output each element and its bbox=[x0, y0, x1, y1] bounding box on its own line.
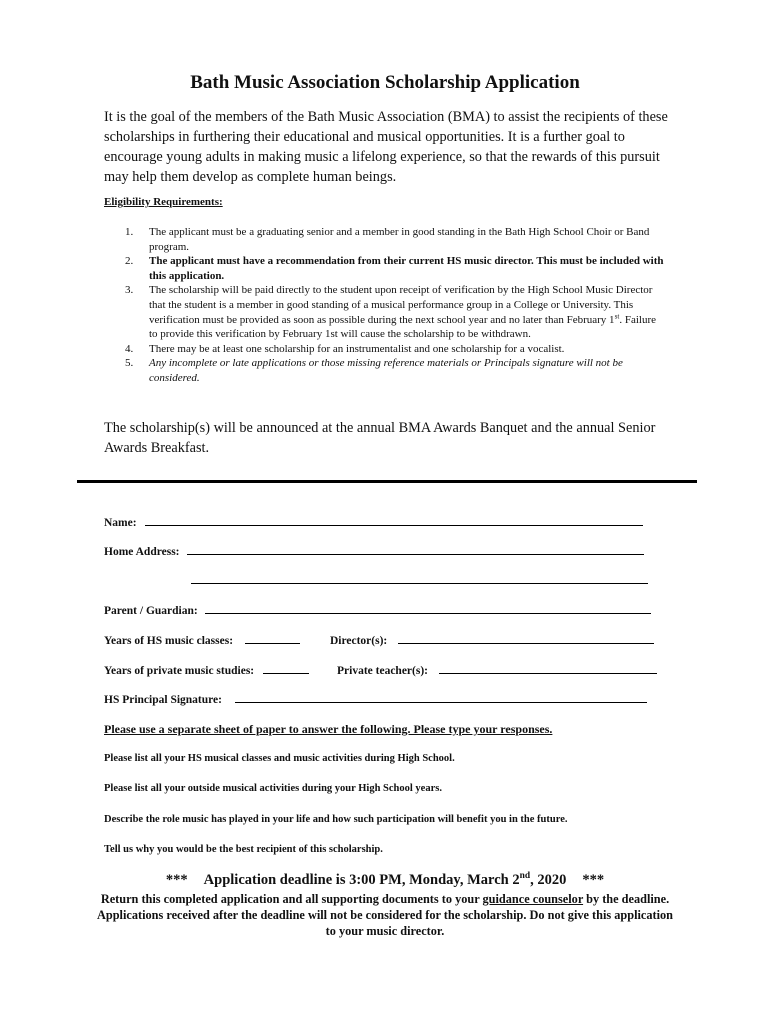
private-teachers-field bbox=[337, 662, 657, 677]
address-field-2 bbox=[191, 572, 648, 587]
directors-line[interactable] bbox=[398, 632, 654, 644]
guardian-line[interactable] bbox=[205, 602, 651, 614]
address-line-1[interactable] bbox=[187, 543, 644, 555]
eligibility-list bbox=[104, 225, 664, 386]
requirement-item: 1. The applicant must be a graduating senior and a member in good standing in the Bath High School Choir or Band program. bbox=[125, 226, 650, 253]
hs-years-line[interactable] bbox=[245, 632, 300, 644]
name-field bbox=[104, 514, 643, 529]
guardian-field bbox=[104, 602, 651, 617]
private-years-field bbox=[104, 662, 309, 677]
principal-signature-field bbox=[104, 691, 647, 706]
guidance-counselor-text: guidance counselor bbox=[482, 892, 584, 906]
address-label: Home Address: bbox=[104, 546, 180, 558]
requirement-item: 2. The applicant must have a recommendation from their current HS music director. This must be included with this application. bbox=[125, 255, 664, 282]
requirement-item: 4. There may be at least one scholarship for an instrumentalist and one scholarship for a vocalist. bbox=[125, 342, 565, 355]
question-item: Please list all your HS musical classes and music activities during High School. bbox=[104, 753, 455, 764]
section-divider bbox=[77, 480, 697, 483]
name-line[interactable] bbox=[145, 514, 643, 526]
instructions: Please use a separate sheet of paper to answer the following. Please type your responses. bbox=[104, 722, 553, 736]
private-teachers-line[interactable] bbox=[439, 662, 657, 674]
principal-signature-line[interactable] bbox=[235, 691, 647, 703]
name-label: Name: bbox=[104, 517, 137, 529]
question-item: Please list all your outside musical activities during your High School years. bbox=[104, 783, 442, 794]
private-years-line[interactable] bbox=[263, 662, 309, 674]
stars-left: *** bbox=[165, 872, 188, 888]
question-item: Tell us why you would be the best recipient of this scholarship. bbox=[104, 844, 383, 855]
page-title: Bath Music Association Scholarship Application bbox=[190, 72, 580, 93]
hs-years-label: Years of HS music classes: bbox=[104, 635, 234, 647]
address-line-2[interactable] bbox=[191, 572, 648, 584]
announcement-paragraph: The scholarship(s) will be announced at the annual BMA Awards Banquet and the annual Senior Awards Breakfast. bbox=[104, 420, 656, 456]
deadline-notice: *** Application deadline is 3:00 PM, Monday, March 2nd, 2020 *** bbox=[0, 872, 770, 889]
directors-label: Director(s): bbox=[330, 635, 388, 647]
principal-signature-label: HS Principal Signature: bbox=[104, 694, 222, 706]
requirement-item: 5. Any incomplete or late applications or those missing reference materials or Principals signature will not be considered. bbox=[125, 357, 623, 384]
stars-right: *** bbox=[582, 872, 605, 888]
guardian-label: Parent / Guardian: bbox=[104, 605, 198, 617]
return-notice: Return this completed application and all supporting documents to your guidance counselor by the deadline. Applications received after the deadline will not be considered for the scholarship. Do not give this application to your music director. bbox=[96, 892, 674, 938]
hs-years-field bbox=[104, 632, 300, 647]
question-item: Describe the role music has played in your life and how such participation will benefit you in the future. bbox=[104, 814, 568, 825]
private-years-label: Years of private music studies: bbox=[104, 665, 255, 677]
address-field bbox=[104, 543, 644, 558]
directors-field bbox=[330, 632, 654, 647]
eligibility-heading: Eligibility Requirements: bbox=[104, 196, 223, 208]
intro-paragraph: It is the goal of the members of the Bath Music Association (BMA) to assist the recipients of these scholarships in furthering their educational and musical opportunities. It is a further goal to encourage young adults in making music a lifelong experience, so that the rewards of this pursuit may help them develop as complete human beings. bbox=[104, 109, 668, 185]
private-teachers-label: Private teacher(s): bbox=[337, 665, 428, 677]
requirement-item: 3. The scholarship will be paid directly to the student upon receipt of verification by the High School Music Director that the student is a member in good standing of a musical performance group in a College or University. This verification must be provided as soon as possible during the next school year and no later than February 1st. Failure to provide this verification by February 1st will cause the scholarship to be withdrawn. bbox=[125, 284, 656, 341]
